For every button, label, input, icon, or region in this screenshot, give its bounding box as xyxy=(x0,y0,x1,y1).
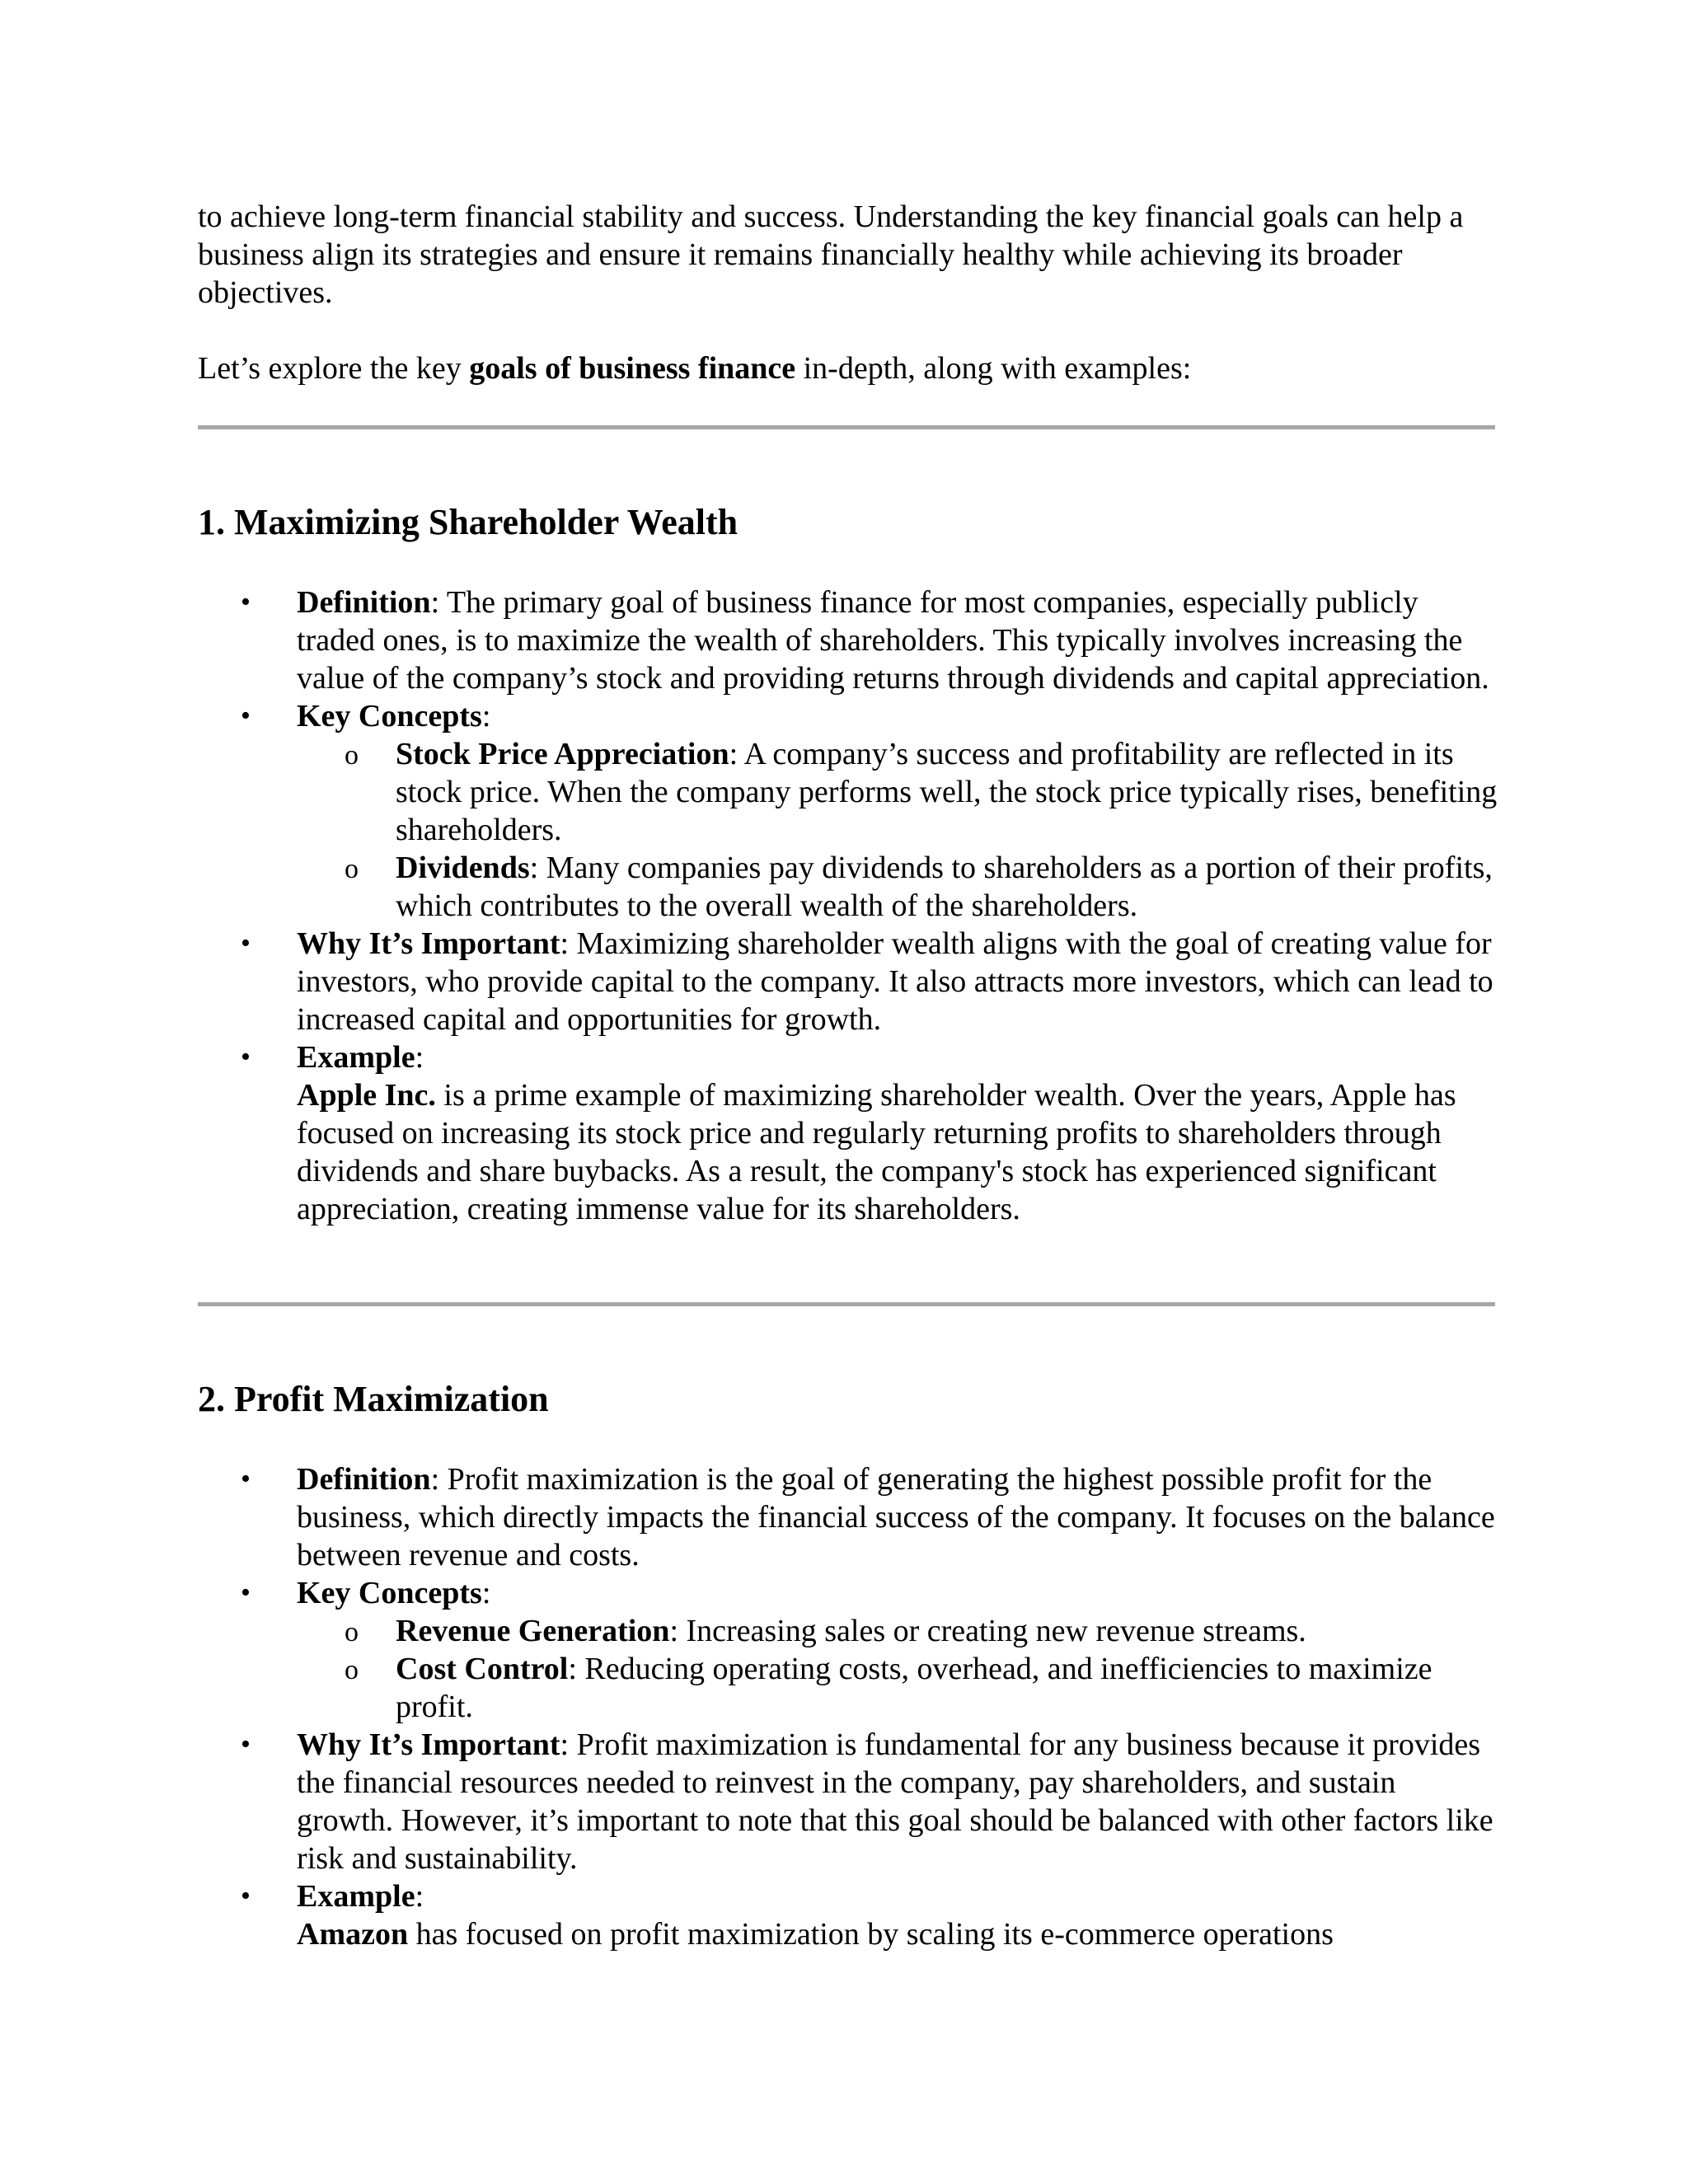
section-2-list xyxy=(0,1460,1688,1953)
circle-bullet-icon: o xyxy=(345,1655,359,1685)
item-text: : xyxy=(481,699,491,733)
example-text: is a prime example of maximizing shareholder wealth. Over the years, Apple has focused on increasing its stock price and regularly returning profits to shareholders through dividends and share buybacks. As a result, the company's stock has experienced significant appreciation, creating immense value for its shareholders. xyxy=(297,1078,1456,1226)
section-1-title: 1. Maximizing Shareholder Wealth xyxy=(198,502,738,542)
section-1-list xyxy=(0,583,1688,1228)
example-company: Apple Inc. xyxy=(297,1078,436,1113)
bullet-icon: • xyxy=(241,1729,251,1760)
item-text: : xyxy=(415,1879,424,1914)
item-text: : Profit maximization is the goal of generating the highest possible profit for the business, which directly impacts the financial success of the company. It focuses on the balance between revenue and costs. xyxy=(297,1462,1495,1572)
sub-item-label: Cost Control xyxy=(396,1652,569,1686)
list-item xyxy=(0,925,1500,1038)
explore-paragraph xyxy=(198,349,1500,387)
item-text: : xyxy=(481,1576,491,1610)
sub-item-text: : A company’s success and profitability are reflected in its stock price. When the company performs well, the stock price typically rises, benefiting shareholders. xyxy=(396,737,1498,847)
bullet-icon: • xyxy=(241,1881,251,1911)
item-label: Example xyxy=(297,1040,415,1075)
list-item xyxy=(0,1877,1500,1953)
bullet-icon: • xyxy=(241,1042,251,1072)
bullet-icon: • xyxy=(241,1577,251,1608)
example-company: Amazon xyxy=(297,1917,409,1952)
bullet-icon: • xyxy=(241,1464,251,1494)
circle-bullet-icon: o xyxy=(345,740,359,771)
list-item xyxy=(0,697,1500,735)
circle-bullet-icon: o xyxy=(345,1617,359,1647)
explore-text-post: in-depth, along with examples: xyxy=(795,351,1192,386)
item-label: Definition xyxy=(297,585,431,620)
section-2-title: 2. Profit Maximization xyxy=(198,1379,549,1419)
item-label: Key Concepts xyxy=(297,1576,482,1610)
list-item xyxy=(0,1574,1500,1612)
item-text: : The primary goal of business finance for most companies, especially publicly traded ones, is to maximize the wealth of shareholders. This typically involves increasing the value of the company’s stock and providing returns through dividends and capital appreciation. xyxy=(297,585,1489,696)
circle-bullet-icon: o xyxy=(345,854,359,884)
explore-text-bold: goals of business finance xyxy=(469,351,796,386)
bullet-icon: • xyxy=(241,928,251,958)
sub-item-text: : Reducing operating costs, overhead, and inefficiencies to maximize profit. xyxy=(396,1652,1432,1724)
explore-text-pre: Let’s explore the key xyxy=(198,351,470,386)
item-label: Example xyxy=(297,1879,415,1914)
bullet-icon: • xyxy=(241,701,251,731)
sub-list-item xyxy=(0,849,1500,925)
item-label: Key Concepts xyxy=(297,699,482,733)
list-item xyxy=(0,1726,1500,1877)
example-text: has focused on profit maximization by scaling its e-commerce operations xyxy=(408,1917,1334,1952)
item-label: Why It’s Important xyxy=(297,926,560,961)
item-label: Why It’s Important xyxy=(297,1727,560,1762)
item-text: : Profit maximization is fundamental for any business because it provides the financial resources needed to reinvest in the company, pay shareholders, and sustain growth. However, it’s important to note that this goal should be balanced with other factors like risk and sustainability. xyxy=(297,1727,1493,1876)
sub-list-item xyxy=(0,1612,1500,1650)
list-item xyxy=(0,1038,1500,1228)
sub-item-label: Revenue Generation xyxy=(396,1614,670,1648)
intro-paragraph xyxy=(198,198,1500,312)
intro-text: to achieve long-term financial stability and success. Understanding the key financial goals can help a business align its strategies and ensure it remains financially healthy while achieving its broader objectives. xyxy=(198,199,1464,310)
sub-item-text: : Increasing sales or creating new revenue streams. xyxy=(669,1614,1306,1648)
list-item xyxy=(0,583,1500,697)
item-label: Definition xyxy=(297,1462,431,1497)
horizontal-rule-2 xyxy=(198,1302,1495,1306)
horizontal-rule-1 xyxy=(198,425,1495,429)
sub-list-item xyxy=(0,1650,1500,1726)
list-item xyxy=(0,1460,1500,1574)
bullet-icon: • xyxy=(241,587,251,617)
sub-item-text: : Many companies pay dividends to shareholders as a portion of their profits, which contributes to the overall wealth of the shareholders. xyxy=(396,851,1493,923)
item-text: : xyxy=(415,1040,424,1075)
item-text: : Maximizing shareholder wealth aligns with the goal of creating value for investors, who provide capital to the company. It also attracts more investors, which can lead to increased capital and opportunities for growth. xyxy=(297,926,1493,1037)
sub-item-label: Dividends xyxy=(396,851,530,885)
sub-item-label: Stock Price Appreciation xyxy=(396,737,729,771)
sub-list-item xyxy=(0,735,1500,849)
